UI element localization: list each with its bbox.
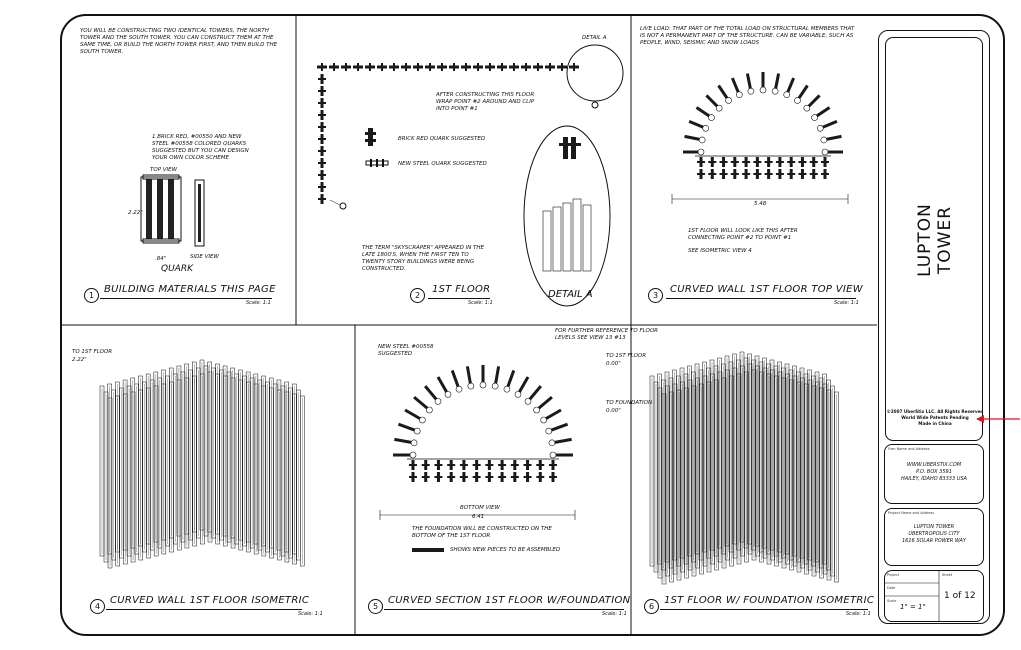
project-cell-label: Project: [887, 573, 899, 577]
firm-city: HAILEY, IDAHO 83333 USA: [901, 476, 967, 482]
color-note: 1 BRICK RED, #00550 AND NEW STEEL #00558 COLORED QUARKS SUGGESTED BUT YOU CAN DESIGN YOUR OWN COLOR SCHEME: [152, 134, 249, 161]
panel-number-5: 5: [368, 599, 383, 614]
project-box: [884, 508, 984, 566]
project-name: LUPTON TOWER: [913, 524, 955, 530]
panel-scale-1: Scale: 1:1: [246, 300, 271, 306]
width-dim: .84": [155, 256, 167, 262]
panel-title-6: 1ST FLOOR W/ FOUNDATION ISOMETRIC: [664, 595, 875, 606]
brick-quark-sample: [365, 128, 377, 148]
first-floor-foundation-isometric: [640, 332, 870, 582]
firm-label: Firm Name and Address: [888, 447, 930, 451]
detail-a-stack: [543, 199, 591, 271]
panel-scale-4: Scale: 1:1: [298, 611, 323, 617]
height-dim: 2.22": [128, 210, 143, 216]
patents-text: World Wide Patents Pending: [901, 415, 969, 420]
made-in-text: Made in China: [918, 421, 952, 426]
live-load-fact: LIVE LOAD: THAT PART OF THE TOTAL LOAD ON STRUCTURAL MEMBERS THAT IS NOT A PERMANENT PART OF THE STRUCTURE. CAN BE VARIABLE, SUCH AS PEOPLE, WIND, SEISMIC AND SNOW LOADS: [640, 26, 855, 46]
panel-number-1: 1: [84, 288, 99, 303]
sheet-value: 1 of 12: [944, 591, 976, 601]
intro-note: YOU WILL BE CONSTRUCTING TWO IDENTICAL TOWERS, THE NORTH TOWER AND THE SOUTH TOWER. YOU CAN CONSTRUCT THEM AT THE SAME TIME, OR BUILD THE NORTH TOWER FIRST, AND THEN BUILD THE SOUTH TOWER.: [80, 28, 278, 55]
connect-note: 1ST FLOOR WILL LOOK LIKE THIS AFTER CONNECTING POINT #2 TO POINT #1: [688, 228, 798, 241]
steel-quark-sample: [366, 158, 396, 168]
quark-front-drawing: [140, 175, 185, 250]
panel-title-5: CURVED SECTION 1ST FLOOR W/FOUNDATION: [388, 595, 631, 606]
red-arrow-pointer: [976, 412, 1021, 426]
bottom-view-label: BOTTOM VIEW: [460, 505, 500, 511]
skyscraper-fact: THE TERM "SKYSCRAPER" APPEARED IN THE LATE 1800'S, WHEN THE FIRST TEN TO TWENTY STORY BUILDINGS WERE BEING CONSTRUCTED.: [362, 245, 485, 272]
foundation-note: THE FOUNDATION WILL BE CONSTRUCTED ON THE BOTTOM OF THE 1ST FLOOR: [412, 526, 552, 539]
scale-cell-label: Scale: [887, 599, 897, 603]
date-cell-label: Date: [887, 586, 896, 590]
detail-a-top-piece: [559, 137, 581, 159]
project-address: 1616 SOLAR POWER WAY: [902, 538, 966, 544]
top-view-label: TOP VIEW: [150, 167, 178, 173]
brick-note: BRICK RED QUARK SUGGESTED: [398, 136, 486, 142]
detail-a-tag: DETAIL A: [582, 35, 607, 41]
panel-title-underline: [106, 609, 302, 610]
scale-value: 1" = 1": [900, 603, 926, 611]
panel-title-underline: [666, 298, 856, 299]
level-label-6b: TO FOUNDATION: [606, 400, 653, 406]
curved-wall-top-view: [665, 60, 865, 190]
level-value-4: 2.22": [72, 357, 87, 363]
panel-title-3: CURVED WALL 1ST FLOOR TOP VIEW: [670, 284, 863, 295]
copyright-text: ©2007 UberStix LLC. All Rights Reserved: [886, 409, 984, 414]
steel-note: NEW STEEL QUARK SUGGESTED: [398, 161, 487, 167]
wrap-note: AFTER CONSTRUCTING THIS FLOOR WRAP POINT #2 AROUND AND CLIP INTO POINT #1: [436, 92, 535, 112]
new-steel-note: NEW STEEL #00558 SUGGESTED: [378, 344, 434, 357]
sheet-cell-label: Sheet: [942, 573, 953, 577]
panel-title-1: BUILDING MATERIALS THIS PAGE: [104, 284, 276, 295]
dimension-3: 5.48: [754, 201, 767, 207]
firm-po: P.O. BOX 3591: [916, 469, 952, 475]
side-view-label: SIDE VIEW: [190, 254, 219, 260]
level-label-4: TO 1ST FLOOR: [72, 349, 113, 355]
panel-scale-5: Scale: 1:1: [602, 611, 627, 617]
panel-scale-2: Scale: 1:1: [468, 300, 493, 306]
level-value-6b: 0.00": [606, 408, 621, 414]
quark-label: QUARK: [161, 264, 193, 274]
project-city: UBERTROPOLIS CITY: [908, 531, 960, 537]
level-value-6a: 0.00": [606, 361, 621, 367]
panel-number-6: 6: [644, 599, 659, 614]
panel-number-4: 4: [90, 599, 105, 614]
panel-number-2: 2: [410, 288, 425, 303]
see-view-note: SEE ISOMETRIC VIEW 4: [688, 248, 752, 254]
panel-title-underline: [660, 609, 868, 610]
curved-section-with-foundation: [375, 345, 595, 520]
panel-title-2: 1ST FLOOR: [432, 284, 491, 295]
level-label-6a: TO 1ST FLOOR: [606, 353, 647, 359]
panel-scale-3: Scale: 1:1: [834, 300, 859, 306]
detail-a-title: DETAIL A: [548, 289, 593, 300]
dimension-5: 6.41: [472, 514, 485, 520]
firm-web: WWW.UBERSTIX.COM: [906, 462, 962, 468]
panel-title-underline: [384, 609, 624, 610]
legend-text: SHOWS NEW PIECES TO BE ASSEMBLED: [450, 547, 561, 553]
legend-swatch: [412, 547, 447, 553]
curved-wall-isometric-4: [90, 340, 340, 575]
panel-title-underline: [100, 298, 272, 299]
panel-title-4: CURVED WALL 1ST FLOOR ISOMETRIC: [110, 595, 310, 606]
reference-note: FOR FURTHER REFERENCE TO FLOOR LEVELS SEE VIEW 13 #13: [555, 328, 658, 341]
panel-scale-6: Scale: 1:1: [846, 611, 871, 617]
project-title: LUPTON TOWER: [915, 203, 955, 277]
panel-title-underline: [428, 298, 490, 299]
detail-a-callout: [523, 125, 613, 311]
quark-side-drawing: [193, 180, 207, 250]
project-label: Project Name and Address: [888, 511, 935, 515]
panel-number-3: 3: [648, 288, 663, 303]
